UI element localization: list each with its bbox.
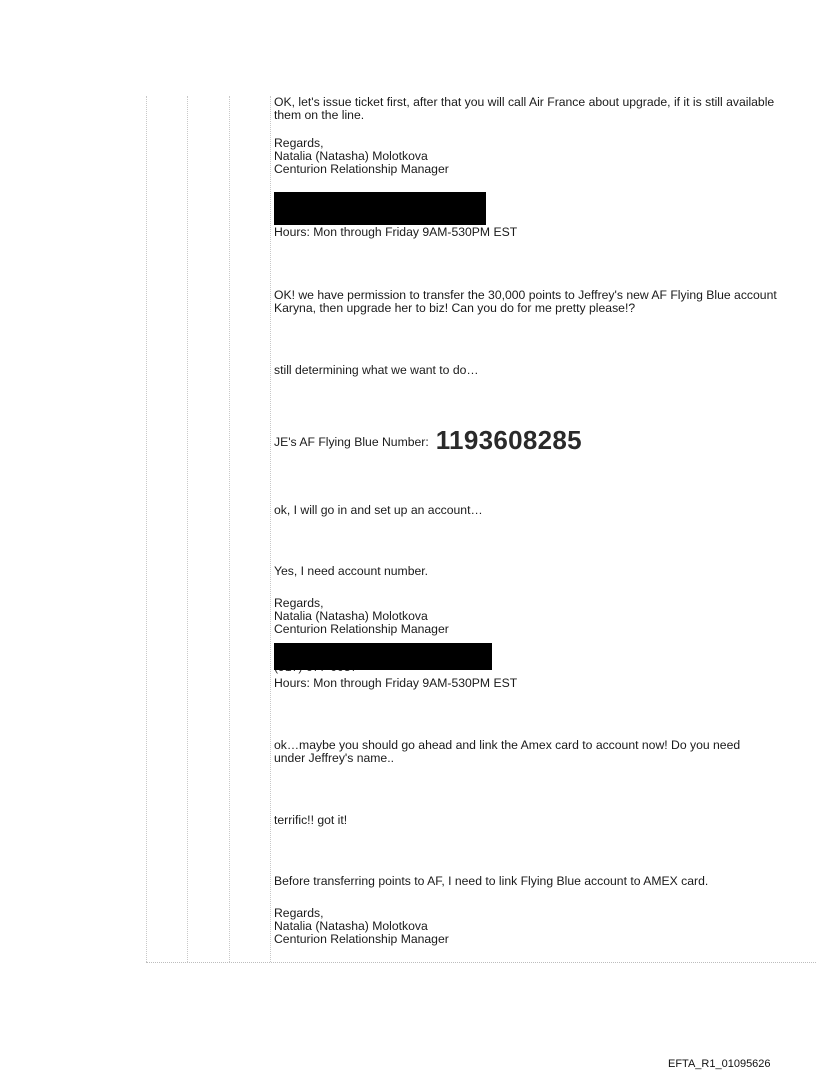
flying-blue-label: JE's AF Flying Blue Number: [274, 435, 429, 449]
email-thread [146, 96, 816, 963]
flying-blue-number: 1193608285 [435, 425, 582, 455]
message-text: Before transferring points to AF, I need to link Flying Blue account to AMEX card. [274, 874, 709, 888]
signature-name: Natalia (Natasha) Molotkova [274, 149, 428, 163]
redaction-box [274, 643, 492, 670]
signature-regards: Regards, [274, 596, 324, 610]
signature-title: Centurion Relationship Manager [274, 622, 449, 636]
message-text: terrific!! got it! [274, 813, 348, 827]
message-text: Yes, I need account number. [274, 564, 429, 578]
thread-content [274, 96, 816, 962]
message-text: OK, let's issue ticket first, after that you will call Air France about upgrade, if it is still available [274, 96, 775, 109]
redaction-box [274, 192, 486, 225]
document-id: EFTA_R1_01095626 [668, 1058, 771, 1070]
signature-hours: Hours: Mon through Friday 9AM-530PM EST [274, 676, 518, 690]
indent-rule [146, 96, 147, 962]
indent-rule [270, 96, 271, 962]
message-text: them on the line. [274, 108, 365, 122]
indent-rule [229, 96, 230, 962]
message-text: under Jeffrey's name.. [274, 751, 394, 765]
signature-regards: Regards, [274, 906, 324, 920]
indent-rule [187, 96, 188, 962]
message-text: OK! we have permission to transfer the 30,000 points to Jeffrey's new AF Flying Blue account [274, 288, 777, 302]
message-text: ok, I will go in and set up an account… [274, 503, 483, 517]
message-text: ok…maybe you should go ahead and link the Amex card to account now! Do you need [274, 738, 741, 752]
signature-title: Centurion Relationship Manager [274, 162, 449, 176]
signature-regards: Regards, [274, 136, 324, 150]
flying-blue-line [274, 425, 582, 455]
message-text: Karyna, then upgrade her to biz! Can you do for me pretty please!? [274, 301, 636, 315]
signature-title: Centurion Relationship Manager [274, 932, 449, 946]
message-text: still determining what we want to do… [274, 363, 479, 377]
signature-name: Natalia (Natasha) Molotkova [274, 609, 428, 623]
signature-name: Natalia (Natasha) Molotkova [274, 919, 428, 933]
signature-hours: Hours: Mon through Friday 9AM-530PM EST [274, 225, 518, 239]
